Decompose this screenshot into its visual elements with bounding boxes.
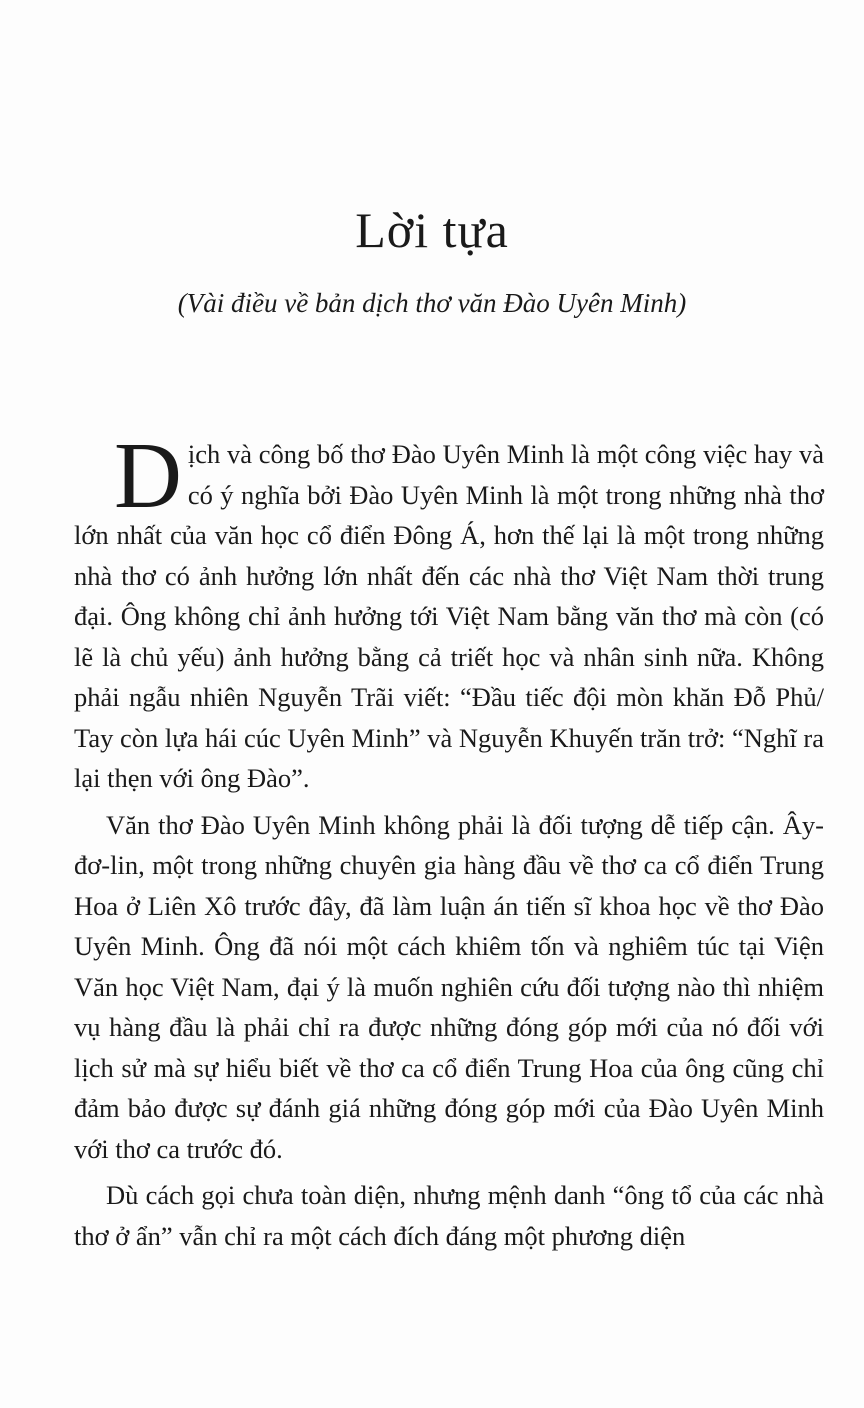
paragraph-3: Dù cách gọi chưa toàn diện, nhưng mệnh danh “ông tổ của các nhà thơ ở ẩn” vẫn chỉ ra một cách đích đáng một phương diện bbox=[74, 1180, 824, 1251]
paragraph-2: Văn thơ Đào Uyên Minh không phải là đối tượng dễ tiếp cận. Ây-đơ-lin, một trong những chuyên gia hàng đầu về thơ ca cổ điển Trung Hoa ở Liên Xô trước đây, đã làm luận án tiến sĩ khoa học về thơ Đào Uyên Minh. Ông đã nói một cách khiêm tốn và nghiêm túc tại Viện Văn học Việt Nam, đại ý là muốn nghiên cứu đối tượng nào thì nhiệm vụ hàng đầu là phải chỉ ra được những đóng góp mới của nó đối với lịch sử mà sự hiểu biết về thơ ca cổ điển Trung Hoa của ông cũng chỉ đảm bảo được sự đánh giá những đóng góp mới của Đào Uyên Minh với thơ ca trước đó. bbox=[74, 809, 824, 1164]
chapter-title: Lời tựa bbox=[355, 202, 509, 258]
paragraph-1 bbox=[74, 424, 824, 799]
body-text bbox=[74, 424, 824, 1262]
paragraph-1-text: ịch và công bố thơ Đào Uyên Minh là một công việc hay và có ý nghĩa bởi Đào Uyên Minh là một trong những nhà thơ lớn nhất của văn học cổ điển Đông Á, hơn thế lại là một trong những nhà thơ có ảnh hưởng lớn nhất đến các nhà thơ Việt Nam thời trung đại. Ông không chỉ ảnh hưởng tới Việt Nam bằng văn thơ mà còn (có lẽ là chủ yếu) ảnh hưởng bằng cả triết học và nhân sinh nữa. Không phải ngẫu nhiên Nguyễn Trãi viết: “Đầu tiếc đội mòn khăn Đỗ Phủ/ Tay còn lựa hái cúc Uyên Minh” và Nguyễn Khuyến trăn trở: “Nghĩ ra lại thẹn với ông Đào”. bbox=[74, 439, 824, 793]
chapter-subtitle: (Vài điều về bản dịch thơ văn Đào Uyên Minh) bbox=[177, 288, 687, 318]
drop-cap: D bbox=[114, 424, 182, 528]
